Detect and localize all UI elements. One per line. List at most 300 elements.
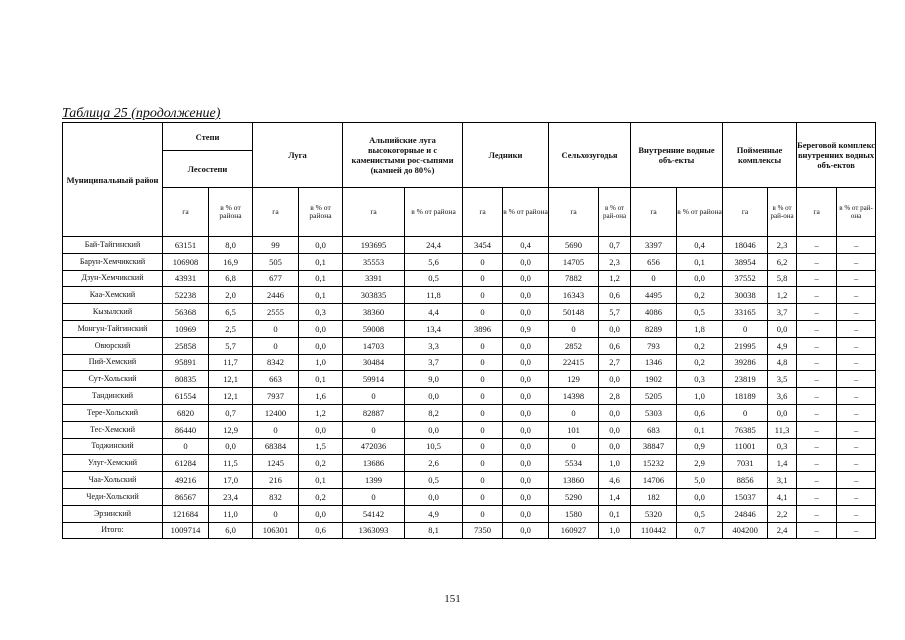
value-cell: – xyxy=(837,354,876,371)
value-cell: 63151 xyxy=(163,237,209,254)
value-cell: 0,0 xyxy=(599,421,631,438)
value-cell: 0,0 xyxy=(299,505,343,522)
value-cell: 10969 xyxy=(163,320,209,337)
value-cell: 0 xyxy=(723,404,768,421)
value-cell: 38360 xyxy=(343,304,405,321)
value-cell: – xyxy=(837,287,876,304)
value-cell: – xyxy=(837,304,876,321)
value-cell: 15232 xyxy=(631,455,677,472)
value-cell: 0,0 xyxy=(768,320,797,337)
value-cell: 4,9 xyxy=(405,505,463,522)
value-cell: 0 xyxy=(463,371,503,388)
value-cell: 0,0 xyxy=(503,253,549,270)
value-cell: 1902 xyxy=(631,371,677,388)
unit-header-cell: га xyxy=(163,188,209,237)
value-cell: 0 xyxy=(463,287,503,304)
value-cell: 0 xyxy=(463,488,503,505)
header-alpine: Альпийские луга высокогорные и с каменистыми рос-сыпями (камней до 80%) xyxy=(343,123,463,188)
value-cell: – xyxy=(837,371,876,388)
value-cell: 8,0 xyxy=(209,237,253,254)
value-cell: 0,2 xyxy=(677,287,723,304)
value-cell: 38847 xyxy=(631,438,677,455)
value-cell: 30484 xyxy=(343,354,405,371)
value-cell: 7350 xyxy=(463,522,503,539)
value-cell: 2,2 xyxy=(768,505,797,522)
value-cell: 95891 xyxy=(163,354,209,371)
header-farmland: Сельхозугодья xyxy=(549,123,631,188)
value-cell: 3,7 xyxy=(405,354,463,371)
value-cell: 793 xyxy=(631,337,677,354)
unit-header-cell: га xyxy=(253,188,299,237)
value-cell: 0,4 xyxy=(503,237,549,254)
value-cell: 17,0 xyxy=(209,472,253,489)
value-cell: 0,1 xyxy=(299,472,343,489)
value-cell: 23,4 xyxy=(209,488,253,505)
value-cell: 0,0 xyxy=(503,522,549,539)
value-cell: 3397 xyxy=(631,237,677,254)
value-cell: 0,0 xyxy=(299,237,343,254)
value-cell: 3391 xyxy=(343,270,405,287)
value-cell: 37552 xyxy=(723,270,768,287)
value-cell: 86440 xyxy=(163,421,209,438)
district-name-cell: Овюрский xyxy=(63,337,163,354)
value-cell: 18189 xyxy=(723,388,768,405)
header-inland-water: Внутренние водные объ-екты xyxy=(631,123,723,188)
value-cell: 4,9 xyxy=(768,337,797,354)
value-cell: – xyxy=(837,337,876,354)
value-cell: 5303 xyxy=(631,404,677,421)
table-row xyxy=(63,304,876,321)
unit-header-cell: га xyxy=(549,188,599,237)
header-district: Муниципальный район xyxy=(63,123,163,237)
value-cell: 0 xyxy=(463,421,503,438)
value-cell: 3454 xyxy=(463,237,503,254)
value-cell: 0,0 xyxy=(503,304,549,321)
value-cell: 2446 xyxy=(253,287,299,304)
value-cell: 1,0 xyxy=(599,455,631,472)
value-cell: 24846 xyxy=(723,505,768,522)
value-cell: 0,3 xyxy=(768,438,797,455)
value-cell: 6,2 xyxy=(768,253,797,270)
value-cell: 43931 xyxy=(163,270,209,287)
value-cell: 1346 xyxy=(631,354,677,371)
value-cell: 1399 xyxy=(343,472,405,489)
value-cell: – xyxy=(797,388,837,405)
value-cell: 8289 xyxy=(631,320,677,337)
value-cell: 0,3 xyxy=(299,304,343,321)
value-cell: 99 xyxy=(253,237,299,254)
value-cell: 8,1 xyxy=(405,522,463,539)
value-cell: 50148 xyxy=(549,304,599,321)
value-cell: 12,1 xyxy=(209,388,253,405)
value-cell: 39286 xyxy=(723,354,768,371)
table-row xyxy=(63,354,876,371)
value-cell: 7937 xyxy=(253,388,299,405)
value-cell: – xyxy=(837,320,876,337)
unit-header-cell: в % от района xyxy=(299,188,343,237)
district-name-cell: Дзун-Хемчикский xyxy=(63,270,163,287)
value-cell: 0,0 xyxy=(599,320,631,337)
value-cell: 18046 xyxy=(723,237,768,254)
value-cell: 0,0 xyxy=(405,421,463,438)
value-cell: 54142 xyxy=(343,505,405,522)
value-cell: – xyxy=(837,388,876,405)
value-cell: 5205 xyxy=(631,388,677,405)
unit-header-cell: в % от рай-она xyxy=(768,188,797,237)
value-cell: – xyxy=(797,253,837,270)
value-cell: 472036 xyxy=(343,438,405,455)
header-floodplain: Пойменные комплексы xyxy=(723,123,797,188)
value-cell: 0,0 xyxy=(503,455,549,472)
value-cell: 61284 xyxy=(163,455,209,472)
value-cell: 0,6 xyxy=(599,337,631,354)
value-cell: 0 xyxy=(253,337,299,354)
value-cell: 7031 xyxy=(723,455,768,472)
value-cell: 33165 xyxy=(723,304,768,321)
value-cell: 0 xyxy=(631,270,677,287)
value-cell: 0,1 xyxy=(599,505,631,522)
value-cell: 0,1 xyxy=(677,421,723,438)
table-row xyxy=(63,371,876,388)
value-cell: 1,2 xyxy=(299,404,343,421)
value-cell: 2,9 xyxy=(677,455,723,472)
value-cell: – xyxy=(837,253,876,270)
value-cell: 86567 xyxy=(163,488,209,505)
value-cell: 683 xyxy=(631,421,677,438)
value-cell: 8342 xyxy=(253,354,299,371)
value-cell: 0 xyxy=(463,337,503,354)
value-cell: 5,0 xyxy=(677,472,723,489)
header-glaciers: Ледники xyxy=(463,123,549,188)
value-cell: 0,2 xyxy=(299,488,343,505)
value-cell: 6820 xyxy=(163,404,209,421)
value-cell: 0,0 xyxy=(503,488,549,505)
value-cell: 23819 xyxy=(723,371,768,388)
value-cell: 12400 xyxy=(253,404,299,421)
value-cell: 663 xyxy=(253,371,299,388)
table-row xyxy=(63,488,876,505)
value-cell: 68384 xyxy=(253,438,299,455)
table-row xyxy=(63,237,876,254)
value-cell: 404200 xyxy=(723,522,768,539)
table-row xyxy=(63,287,876,304)
value-cell: 0,0 xyxy=(599,438,631,455)
value-cell: 3,3 xyxy=(405,337,463,354)
value-cell: 0,6 xyxy=(299,522,343,539)
value-cell: 0 xyxy=(343,421,405,438)
value-cell: – xyxy=(797,354,837,371)
value-cell: 2,3 xyxy=(768,237,797,254)
unit-header-cell: в % от района xyxy=(677,188,723,237)
unit-header-cell: га xyxy=(797,188,837,237)
value-cell: 61554 xyxy=(163,388,209,405)
value-cell: 0,3 xyxy=(677,371,723,388)
value-cell: 24,4 xyxy=(405,237,463,254)
value-cell: – xyxy=(797,320,837,337)
header-forest-steppe: Лесостепи xyxy=(163,151,253,188)
value-cell: 0,0 xyxy=(503,337,549,354)
value-cell: 0,6 xyxy=(599,287,631,304)
table-row xyxy=(63,388,876,405)
value-cell: 0,2 xyxy=(299,455,343,472)
value-cell: 0,7 xyxy=(599,237,631,254)
value-cell: 12,1 xyxy=(209,371,253,388)
value-cell: – xyxy=(837,404,876,421)
district-name-cell: Кызылский xyxy=(63,304,163,321)
value-cell: 25858 xyxy=(163,337,209,354)
table-row xyxy=(63,270,876,287)
table-row xyxy=(63,505,876,522)
value-cell: – xyxy=(797,270,837,287)
value-cell: 0,6 xyxy=(677,404,723,421)
value-cell: 0,2 xyxy=(677,337,723,354)
value-cell: 0 xyxy=(463,253,503,270)
value-cell: 0,0 xyxy=(503,287,549,304)
header-meadows: Луга xyxy=(253,123,343,188)
value-cell: – xyxy=(837,237,876,254)
value-cell: 0 xyxy=(463,388,503,405)
value-cell: 505 xyxy=(253,253,299,270)
value-cell: 38954 xyxy=(723,253,768,270)
value-cell: 2,0 xyxy=(209,287,253,304)
value-cell: – xyxy=(797,421,837,438)
value-cell: 8856 xyxy=(723,472,768,489)
value-cell: 59914 xyxy=(343,371,405,388)
value-cell: 0,9 xyxy=(677,438,723,455)
value-cell: 0 xyxy=(253,320,299,337)
table-row xyxy=(63,438,876,455)
value-cell: 35553 xyxy=(343,253,405,270)
value-cell: 9,0 xyxy=(405,371,463,388)
district-name-cell: Пий-Хемский xyxy=(63,354,163,371)
header-coastal: Береговой комплекс внутренних водных объ-ектов xyxy=(797,123,876,188)
value-cell: 3,5 xyxy=(768,371,797,388)
value-cell: 21995 xyxy=(723,337,768,354)
value-cell: – xyxy=(797,488,837,505)
value-cell: 6,5 xyxy=(209,304,253,321)
value-cell: 0,0 xyxy=(599,371,631,388)
district-name-cell: Бай-Тайгинский xyxy=(63,237,163,254)
value-cell: 0,0 xyxy=(405,488,463,505)
table-caption: Таблица 25 (продолжение) xyxy=(62,106,221,121)
value-cell: 0,0 xyxy=(768,404,797,421)
value-cell: 832 xyxy=(253,488,299,505)
value-cell: 0,0 xyxy=(405,388,463,405)
value-cell: 2,7 xyxy=(599,354,631,371)
value-cell: 11001 xyxy=(723,438,768,455)
value-cell: 6,0 xyxy=(209,522,253,539)
value-cell: 13686 xyxy=(343,455,405,472)
value-cell: 4495 xyxy=(631,287,677,304)
district-name-cell: Улуг-Хемский xyxy=(63,455,163,472)
value-cell: 3,6 xyxy=(768,388,797,405)
value-cell: 0,0 xyxy=(503,438,549,455)
unit-header-cell: в % от района xyxy=(209,188,253,237)
district-name-cell: Сут-Хольский xyxy=(63,371,163,388)
value-cell: 59008 xyxy=(343,320,405,337)
value-cell: 16,9 xyxy=(209,253,253,270)
value-cell: 106908 xyxy=(163,253,209,270)
value-cell: 0,0 xyxy=(503,505,549,522)
value-cell: 12,9 xyxy=(209,421,253,438)
value-cell: – xyxy=(797,371,837,388)
value-cell: 6,8 xyxy=(209,270,253,287)
table-row xyxy=(63,472,876,489)
value-cell: – xyxy=(797,472,837,489)
value-cell: 216 xyxy=(253,472,299,489)
value-cell: 7882 xyxy=(549,270,599,287)
value-cell: – xyxy=(837,505,876,522)
value-cell: 0,1 xyxy=(299,253,343,270)
value-cell: – xyxy=(797,404,837,421)
value-cell: – xyxy=(797,438,837,455)
value-cell: 4,1 xyxy=(768,488,797,505)
value-cell: 160927 xyxy=(549,522,599,539)
value-cell: – xyxy=(837,522,876,539)
value-cell: – xyxy=(797,287,837,304)
header-steppe: Степи xyxy=(163,123,253,151)
value-cell: – xyxy=(837,421,876,438)
value-cell: 0,7 xyxy=(677,522,723,539)
unit-header-cell: га xyxy=(723,188,768,237)
value-cell: 121684 xyxy=(163,505,209,522)
unit-header-cell: в % от района xyxy=(503,188,549,237)
value-cell: 4,6 xyxy=(599,472,631,489)
value-cell: 4,8 xyxy=(768,354,797,371)
value-cell: 0,0 xyxy=(503,388,549,405)
unit-header-cell: в % от рай-она xyxy=(599,188,631,237)
value-cell: 129 xyxy=(549,371,599,388)
value-cell: 13860 xyxy=(549,472,599,489)
district-name-cell: Тандинский xyxy=(63,388,163,405)
unit-header-cell: га xyxy=(463,188,503,237)
district-name-cell: Чаа-Хольский xyxy=(63,472,163,489)
district-name-cell: Тес-Хемский xyxy=(63,421,163,438)
value-cell: 1,2 xyxy=(768,287,797,304)
value-cell: 11,7 xyxy=(209,354,253,371)
value-cell: 0 xyxy=(549,404,599,421)
district-name-cell: Тоджинский xyxy=(63,438,163,455)
value-cell: 14706 xyxy=(631,472,677,489)
value-cell: 656 xyxy=(631,253,677,270)
value-cell: 0 xyxy=(723,320,768,337)
value-cell: – xyxy=(797,237,837,254)
value-cell: 56368 xyxy=(163,304,209,321)
value-cell: 80835 xyxy=(163,371,209,388)
value-cell: 13,4 xyxy=(405,320,463,337)
value-cell: 5320 xyxy=(631,505,677,522)
value-cell: 5,7 xyxy=(209,337,253,354)
value-cell: 82887 xyxy=(343,404,405,421)
value-cell: 0 xyxy=(343,388,405,405)
value-cell: 0 xyxy=(463,304,503,321)
value-cell: – xyxy=(797,337,837,354)
value-cell: 76385 xyxy=(723,421,768,438)
value-cell: 1,5 xyxy=(299,438,343,455)
value-cell: 677 xyxy=(253,270,299,287)
value-cell: 0 xyxy=(253,421,299,438)
value-cell: 5290 xyxy=(549,488,599,505)
value-cell: 0,0 xyxy=(503,270,549,287)
value-cell: 0 xyxy=(343,488,405,505)
district-name-cell: Барун-Хемчикский xyxy=(63,253,163,270)
district-name-cell: Эрзинский xyxy=(63,505,163,522)
value-cell: 0,0 xyxy=(209,438,253,455)
value-cell: 11,0 xyxy=(209,505,253,522)
value-cell: 0,5 xyxy=(677,304,723,321)
value-cell: 1,6 xyxy=(299,388,343,405)
value-cell: 1580 xyxy=(549,505,599,522)
value-cell: 22415 xyxy=(549,354,599,371)
value-cell: 1,0 xyxy=(599,522,631,539)
value-cell: 4,4 xyxy=(405,304,463,321)
value-cell: 2852 xyxy=(549,337,599,354)
unit-header-cell: га xyxy=(343,188,405,237)
value-cell: 0,0 xyxy=(503,404,549,421)
value-cell: 0 xyxy=(163,438,209,455)
value-cell: 106301 xyxy=(253,522,299,539)
value-cell: 0,1 xyxy=(299,287,343,304)
value-cell: 0,1 xyxy=(299,270,343,287)
value-cell: 11,3 xyxy=(768,421,797,438)
value-cell: – xyxy=(797,304,837,321)
value-cell: – xyxy=(797,522,837,539)
value-cell: 0 xyxy=(549,320,599,337)
value-cell: 1,0 xyxy=(677,388,723,405)
value-cell: 0 xyxy=(463,505,503,522)
value-cell: 4086 xyxy=(631,304,677,321)
value-cell: 2555 xyxy=(253,304,299,321)
value-cell: 0,0 xyxy=(677,270,723,287)
land-table xyxy=(62,122,876,539)
value-cell: 0 xyxy=(463,438,503,455)
district-name-cell: Каа-Хемский xyxy=(63,287,163,304)
value-cell: 0,0 xyxy=(503,371,549,388)
value-cell: – xyxy=(837,270,876,287)
district-name-cell: Чеди-Хольский xyxy=(63,488,163,505)
value-cell: 0 xyxy=(463,472,503,489)
value-cell: 5,6 xyxy=(405,253,463,270)
value-cell: 303835 xyxy=(343,287,405,304)
value-cell: 0,0 xyxy=(599,404,631,421)
value-cell: 0,4 xyxy=(677,237,723,254)
value-cell: 0,9 xyxy=(503,320,549,337)
value-cell: 0,5 xyxy=(405,472,463,489)
value-cell: 5,7 xyxy=(599,304,631,321)
value-cell: – xyxy=(837,438,876,455)
value-cell: 15037 xyxy=(723,488,768,505)
value-cell: 8,2 xyxy=(405,404,463,421)
district-name-cell: Тере-Хольский xyxy=(63,404,163,421)
value-cell: 0 xyxy=(463,455,503,472)
unit-header-cell: га xyxy=(631,188,677,237)
value-cell: 0 xyxy=(463,404,503,421)
value-cell: 1009714 xyxy=(163,522,209,539)
value-cell: 110442 xyxy=(631,522,677,539)
value-cell: 193695 xyxy=(343,237,405,254)
value-cell: 0,7 xyxy=(209,404,253,421)
value-cell: 0,0 xyxy=(503,354,549,371)
value-cell: 0,0 xyxy=(299,320,343,337)
value-cell: 49216 xyxy=(163,472,209,489)
unit-header-cell: в % от рай-она xyxy=(837,188,876,237)
value-cell: 0,1 xyxy=(299,371,343,388)
value-cell: 1,0 xyxy=(299,354,343,371)
value-cell: 0,0 xyxy=(299,421,343,438)
value-cell: 0,0 xyxy=(503,472,549,489)
district-name-cell: Итого: xyxy=(63,522,163,539)
value-cell: – xyxy=(837,488,876,505)
